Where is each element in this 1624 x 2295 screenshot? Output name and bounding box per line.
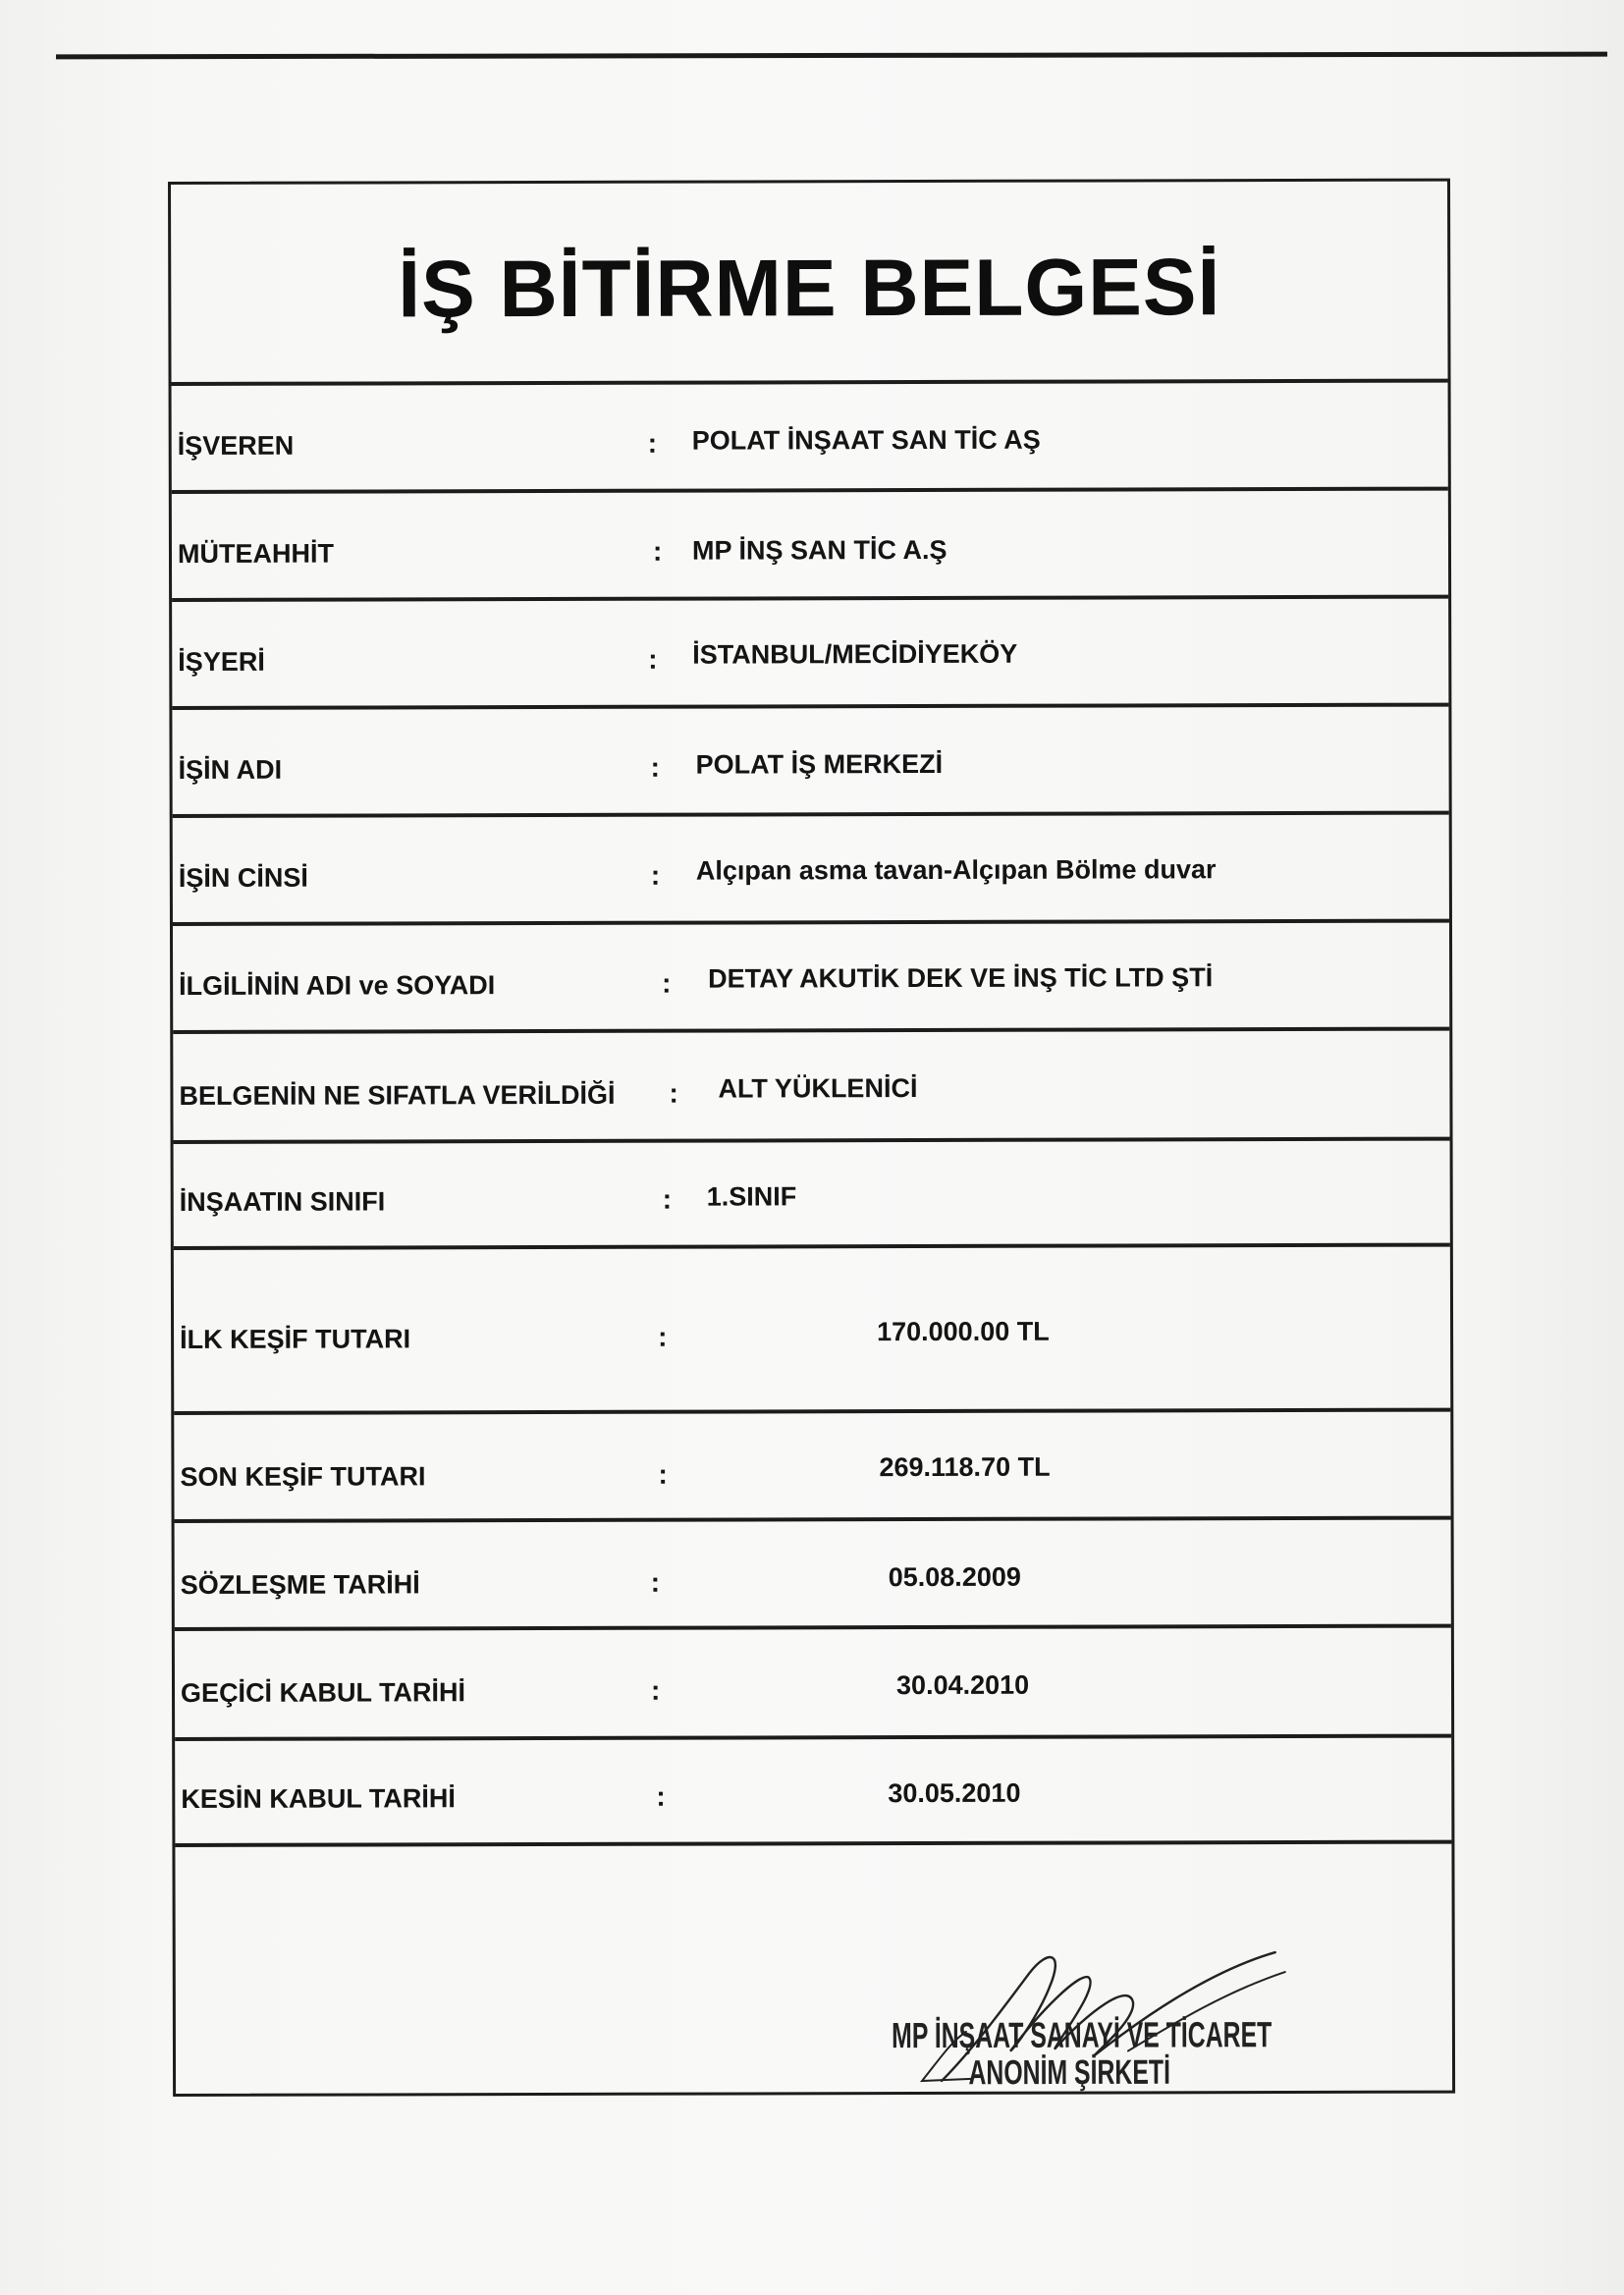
field-row-ilk-kesif [174,1247,1450,1415]
field-colon: : [656,1780,666,1812]
field-label: MÜTEAHHİT [177,538,335,569]
field-value: Alçıpan asma tavan-Alçıpan Bölme duvar [695,854,1217,886]
field-label: BELGENİN NE SIFATLA VERİLDİĞİ [179,1079,616,1111]
field-value: DETAY AKUTİK DEK VE İNŞ TİC LTD ŞTİ [708,962,1214,994]
field-label: GEÇİCİ KABUL TARİHİ [180,1677,466,1708]
field-colon: : [650,859,661,891]
field-value: 30.04.2010 [895,1669,1030,1701]
field-value: 05.08.2009 [888,1561,1021,1593]
company-stamp-signature [883,1933,1295,2101]
field-colon: : [658,1458,668,1490]
field-row-belgenin-sifati [173,1031,1449,1144]
field-colon: : [650,1566,661,1598]
field-colon: : [652,535,663,567]
field-label: İŞİN CİNSİ [178,862,308,893]
field-label: SÖZLEŞME TARİHİ [180,1569,420,1600]
field-row-isin-adi [172,707,1448,818]
field-value: POLAT İNŞAAT SAN TİC AŞ [691,424,1041,456]
stamp-line-1: MP İNŞAAT SANAYİ VE TİCARET [892,2014,1272,2056]
field-row-isin-cinsi [173,815,1449,926]
field-value: İSTANBUL/MECİDİYEKÖY [692,638,1018,670]
title-cell [171,182,1448,386]
field-value: 170.000.00 TL [877,1316,1050,1347]
field-row-isyeri [172,599,1448,710]
field-value: 30.05.2010 [888,1777,1021,1809]
field-colon: : [650,751,660,783]
field-value: 1.SINIF [706,1181,797,1212]
field-colon: : [648,643,658,675]
signature-cell [175,1844,1452,2094]
field-label: İŞVEREN [177,430,295,461]
document-title: İŞ BİTİRME BELGESİ [398,242,1221,334]
field-label: İLGİLİNİN ADI ve SOYADI [179,970,496,1001]
stamp-line-2: ANONİM ŞİRKETİ [968,2052,1171,2093]
field-label: KESİN KABUL TARİHİ [181,1783,456,1814]
field-label: İŞYERİ [178,646,265,677]
field-value: MP İNŞ SAN TİC A.Ş [691,534,947,566]
field-value: POLAT İŞ MERKEZİ [695,748,944,780]
field-row-isveren [172,383,1448,494]
field-label: SON KEŞİF TUTARI [180,1461,426,1492]
field-row-insaatin-sinifi [174,1141,1450,1250]
field-row-kesin-kabul [175,1738,1451,1847]
field-label: İNŞAATIN SINIFI [179,1186,386,1217]
field-colon: : [669,1077,678,1109]
field-colon: : [662,1183,673,1215]
field-colon: : [650,1674,661,1706]
field-label: İŞİN ADI [178,754,283,785]
field-row-gecici-kabul [175,1628,1451,1741]
field-row-sozlesme-tarihi [175,1520,1451,1631]
field-colon: : [647,427,658,459]
certificate-frame [168,179,1455,2097]
field-row-son-kesif [174,1412,1450,1523]
field-row-ilgilinin-adi [173,923,1449,1034]
field-colon: : [662,967,672,999]
field-row-muteahhit [172,491,1448,602]
field-value: ALT YÜKLENİCİ [718,1073,918,1104]
field-value: 269.118.70 TL [879,1451,1051,1483]
field-colon: : [658,1321,668,1352]
field-label: İLK KEŞİF TUTARI [180,1324,411,1354]
